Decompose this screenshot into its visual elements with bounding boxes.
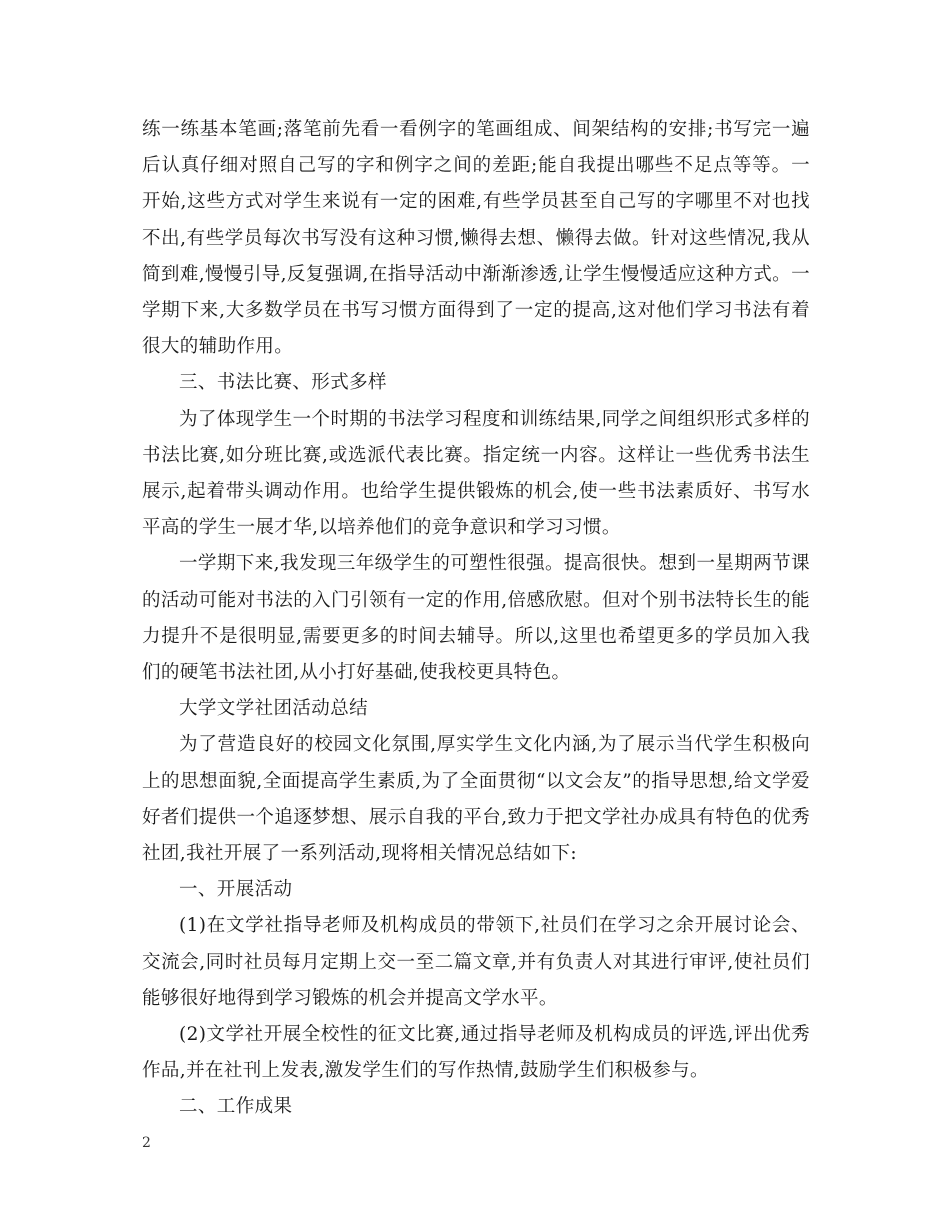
body-paragraph: (2)文学社开展全校性的征文比赛,通过指导老师及机构成员的评选,评出优秀作品,并在社刊上发表,激发学生们的写作热情,鼓励学生们积极参与。 xyxy=(142,1024,810,1082)
article-title: 大学文学社团活动总结 xyxy=(179,698,369,720)
body-paragraph: (1)在文学社指导老师及机构成员的带领下,社员们在学习之余开展讨论会、交流会,同时社员每月定期上交一至二篇文章,并有负责人对其进行审评,使社员们能够很好地得到学习锻炼的机会并提高文学水平。 xyxy=(142,915,810,1009)
section-heading: 二、工作成果 xyxy=(179,1096,293,1118)
section-heading: 一、开展活动 xyxy=(179,879,293,901)
document-body xyxy=(142,112,810,1126)
body-paragraph: 为了营造良好的校园文化氛围,厚实学生文化内涵,为了展示当代学生积极向上的思想面貌,全面提高学生素质,为了全面贯彻“以文会友”的指导思想,给文学爱好者们提供一个追逐梦想、展示自我的平台,致力于把文学社办成具有特色的优秀社团,我社开展了一系列活动,现将相关情况总结如下: xyxy=(142,734,810,865)
page-number: 2 xyxy=(142,1135,151,1151)
body-paragraph: 一学期下来,我发现三年级学生的可塑性很强。提高很快。想到一星期两节课的活动可能对书法的入门引领有一定的作用,倍感欣慰。但对个别书法特长生的能力提升不是很明显,需要更多的时间去辅导。所以,这里也希望更多的学员加入我们的硬笔书法社团,从小打好基础,使我校更具特色。 xyxy=(142,553,810,684)
body-paragraph: 为了体现学生一个时期的书法学习程度和训练结果,同学之间组织形式多样的书法比赛,如分班比赛,或选派代表比赛。指定统一内容。这样让一些优秀书法生展示,起着带头调动作用。也给学生提供锻炼的机会,使一些书法素质好、书写水平高的学生一展才华,以培养他们的竞争意识和学习习惯。 xyxy=(142,408,810,539)
body-paragraph: 练一练基本笔画;落笔前先看一看例字的笔画组成、间架结构的安排;书写完一遍后认真仔细对照自己写的字和例字之间的差距;能自我提出哪些不足点等等。一开始,这些方式对学生来说有一定的困难,有些学员甚至自己写的字哪里不对也找不出,有些学员每次书写没有这种习惯,懒得去想、懒得去做。针对这些情况,我从简到难,慢慢引导,反复强调,在指导活动中渐渐渗透,让学生慢慢适应这种方式。一学期下来,大多数学员在书写习惯方面得到了一定的提高,这对他们学习书法有着很大的辅助作用。 xyxy=(142,119,810,358)
section-heading: 三、书法比赛、形式多样 xyxy=(179,372,387,394)
